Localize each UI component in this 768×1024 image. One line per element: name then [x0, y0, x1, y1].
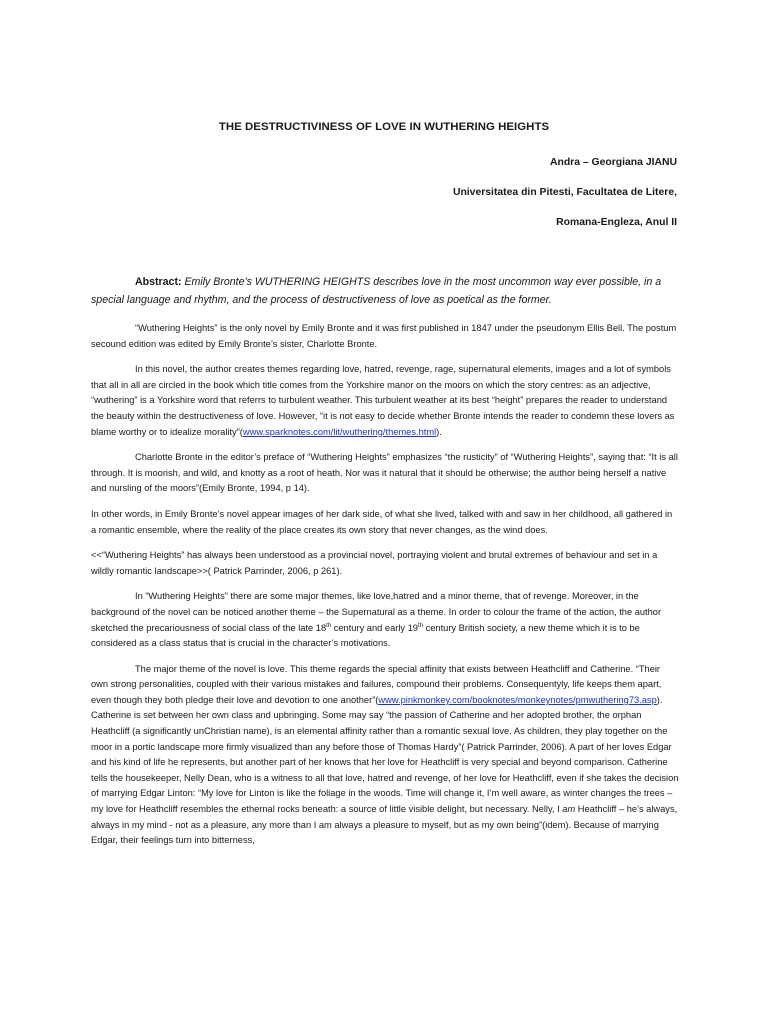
paper-title: THE DESTRUCTIVINESS OF LOVE IN WUTHERING HEIGHTS [218, 121, 550, 133]
paragraph-4: In other words, in Emily Bronte’s novel appear images of her dark side, of what she lived, talked with and saw in her childhood, all gathered in a romantic ensemble, where the reality of the place creates its own story that never changes, as the wind does. [91, 508, 673, 535]
paragraph-7-c: Heathcliff – he’s always, always in my mind - not as a pleasure, any more than I am always a pleasure to myself, but as my own being”(idem). Because of marrying Edgar, their feelings turn into bitterness, [91, 804, 678, 846]
paragraph-3: Charlotte Bronte in the editor’s preface of “Wuthering Heights” emphasizes “the rusticity” of “Wuthering Heights”, saying that: “It is all through. It is moorish, and wild, and knotty as a root of heath. Nor was it natural that it should be otherwise; the author being herself a native and nursling of the moors”(Emily Bronte, 1994, p 14). [91, 452, 678, 494]
paragraph-6-a: In “Wuthering Heights” there are some major themes, like love,hatred and a minor theme, that of revenge. Moreover, in the background of the novel can be noticed another theme – the Supernatural as a theme. In order to colour the frame of the action, the author sketched the precariousness of social class of the late 18 [91, 591, 662, 633]
author-name: Andra – Georgiana JIANU [549, 157, 677, 168]
paragraph-2-text: In this novel, the author creates themes regarding love, hatred, revenge, rage, supernatural elements, images and a lot of symbols that all in all are circled in the book which title comes from the Yorkshire manor on the moors on which the story centres: as an adjective, “wuthering” is a Yorkshire word that referrs to turbulent weather. This turbulent weather at its best “height” prepares the reader to understand the beauty within the destructiveness of love. However, “it is not easy to decide whether Bronte intends the reader to condemn these lovers as blame worthy or to idealize morality”( [91, 364, 675, 437]
affiliation-line-2: Romana-Engleza, Anul II [556, 217, 677, 228]
sparknotes-link[interactable]: www.sparknotes.com/lit/wuthering/themes.html [242, 426, 437, 437]
superscript-th-1: th [326, 622, 332, 629]
paragraph-6-c: century British society, a new theme which it is to be considered as a class status that is crucial in the character’s motivations. [91, 622, 640, 649]
paragraph-7-emphasis: am [562, 804, 576, 815]
paragraph-7-b: ). Catherine is set between her own class and upbringing. Some may say “the passion of Catherine and her adopted brother, the orphan Heathcliff (a significantly unChristian name), is an elemental affinity rather than a romantic sexual love. As children, they play together on the moor in a portic landscape more firmly visualized than any before those of Thomas Hardy”( Patrick Parrinder, 2006). A part of her loves Edgar and his kind of life he represents, but another part of her knows that her love for Heathcliff is very special and beyond comparison. Catherine tells the housekeeper, Nelly Dean, who is a witness to all that love, hatred and revenge, of her love for Heathcliff, even if she takes the decision of marrying Edgar Linton: “My love for Linton is like the foliage in the woods. Time will change it, I’m well aware, as winter changes the trees – my love for Heathcliff resembles the ethernal rocks beneath: a source of little visible delight, but necessary. Nelly, I [91, 694, 679, 815]
superscript-th-2: th [417, 622, 423, 629]
affiliation-line-1: Universitatea din Pitesti, Facultatea de Litere, [452, 187, 677, 198]
paragraph-2 [91, 362, 679, 440]
abstract [91, 273, 679, 309]
paragraph-2-end: ). [436, 426, 442, 437]
paragraph-6-b: century and early 19 [331, 622, 418, 633]
paragraph-5: <<“Wuthering Heights” has always been understood as a provincial novel, portraying violent and brutal extremes of behaviour and set in a wildly romantic landscape>>( Patrick Parrinder, 2006, p 261). [91, 550, 658, 576]
paragraph-7-a: The major theme of the novel is love. This theme regards the special affinity that exists between Heathcliff and Catherine. “Their own strong personalities, coupled with their various mistakes and failures, compound their problems. Consequentyly, life keeps them apart, even though they both pledge their love and devotion to one another”( [91, 663, 662, 705]
paragraph-1: “Wuthering Heights” is the only novel by Emily Bronte and it was first published in 1847 under the pseudonym Ellis Bell. The postum secound edition was edited by Emily Bronte’s sister, Charlotte Bronte. [91, 323, 677, 349]
body-text [91, 321, 679, 859]
pinkmonkey-link[interactable]: www.pinkmonkey.com/booknotes/monkeynotes/pmwuthering73.asp [378, 694, 657, 705]
abstract-label: Abstract: [135, 276, 182, 288]
paragraph-6 [91, 589, 679, 651]
paragraph-7 [91, 662, 679, 849]
abstract-text: Emily Bronte’s WUTHERING HEIGHTS describes love in the most uncommon way ever possible, in a special language and rhythm, and the process of destructiveness of love as poetical as the former. [91, 276, 662, 306]
